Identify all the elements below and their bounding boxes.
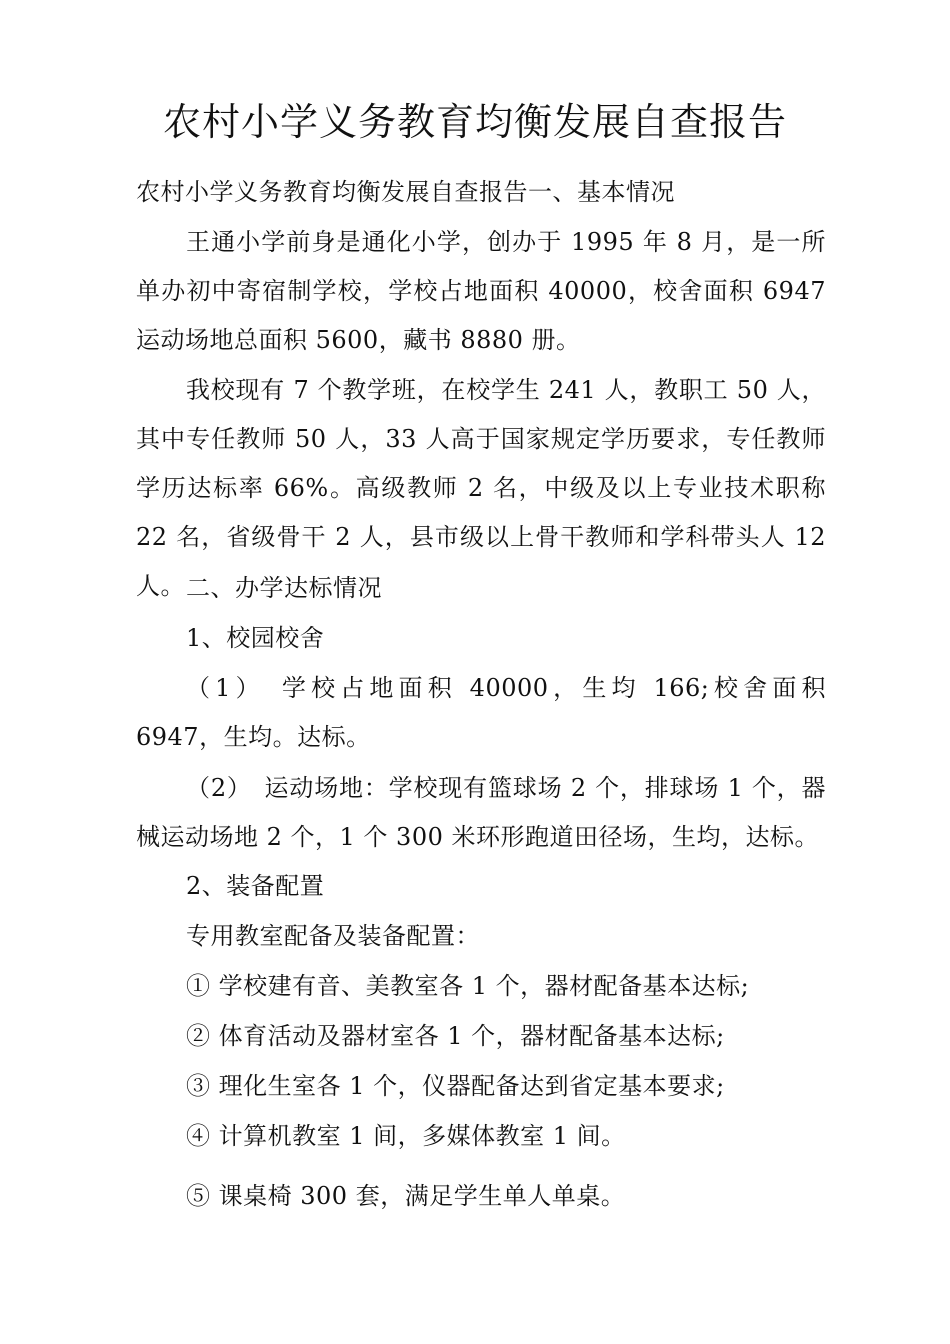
staff-paragraph: 我校现有 7 个教学班，在校学生 241 人，教职工 50 人，其中专任教师 50 人，33 人高于国家规定学历要求，专任教师学历达标率 66%。高级教师 2 名，中级及以上专业技术职称 22 名，省级骨干 2 人，县市级以上骨干教师和学科带头人 12 人。 [136,376,826,600]
intro-paragraph: 王通小学前身是通化小学，创办于 1995 年 8 月，是一所单办初中寄宿制学校，学校占地面积 40000，校舍面积 6947 运动场地总面积 5600，藏书 8880 册。 [136,228,826,354]
equipment-item: ⑤ 课桌椅 300 套，满足学生单人单桌。 [186,1182,626,1210]
section-heading: 二、办学达标情况 [186,574,382,602]
equipment-item: ① 学校建有音、美教室各 1 个，器材配备基本达标; [186,972,750,1000]
subsection-heading-equipment: 2、装备配置 [186,872,325,900]
list-item: （2） 运动场地：学校现有篮球场 2 个，排球场 1 个，器械运动场地 2 个，1 个 300 米环形跑道田径场，生均，达标。 [136,774,826,851]
equipment-item: ③ 理化生室各 1 个，仪器配备达到省定基本要求; [186,1072,725,1100]
subtitle-line: 农村小学义务教育均衡发展自查报告一、基本情况 [136,178,675,206]
equipment-item: ④ 计算机教室 1 间，多媒体教室 1 间。 [186,1122,626,1150]
list-item: （1） 学校占地面积 40000，生均 166;校舍面积 6947，生均。达标。 [136,674,826,751]
equipment-item: ② 体育活动及器材室各 1 个，器材配备基本达标; [186,1022,725,1050]
subsection-heading-campus: 1、校园校舍 [186,624,325,652]
document-title: 农村小学义务教育均衡发展自查报告 [162,100,787,144]
equipment-intro: 专用教室配备及装备配置： [186,922,480,950]
